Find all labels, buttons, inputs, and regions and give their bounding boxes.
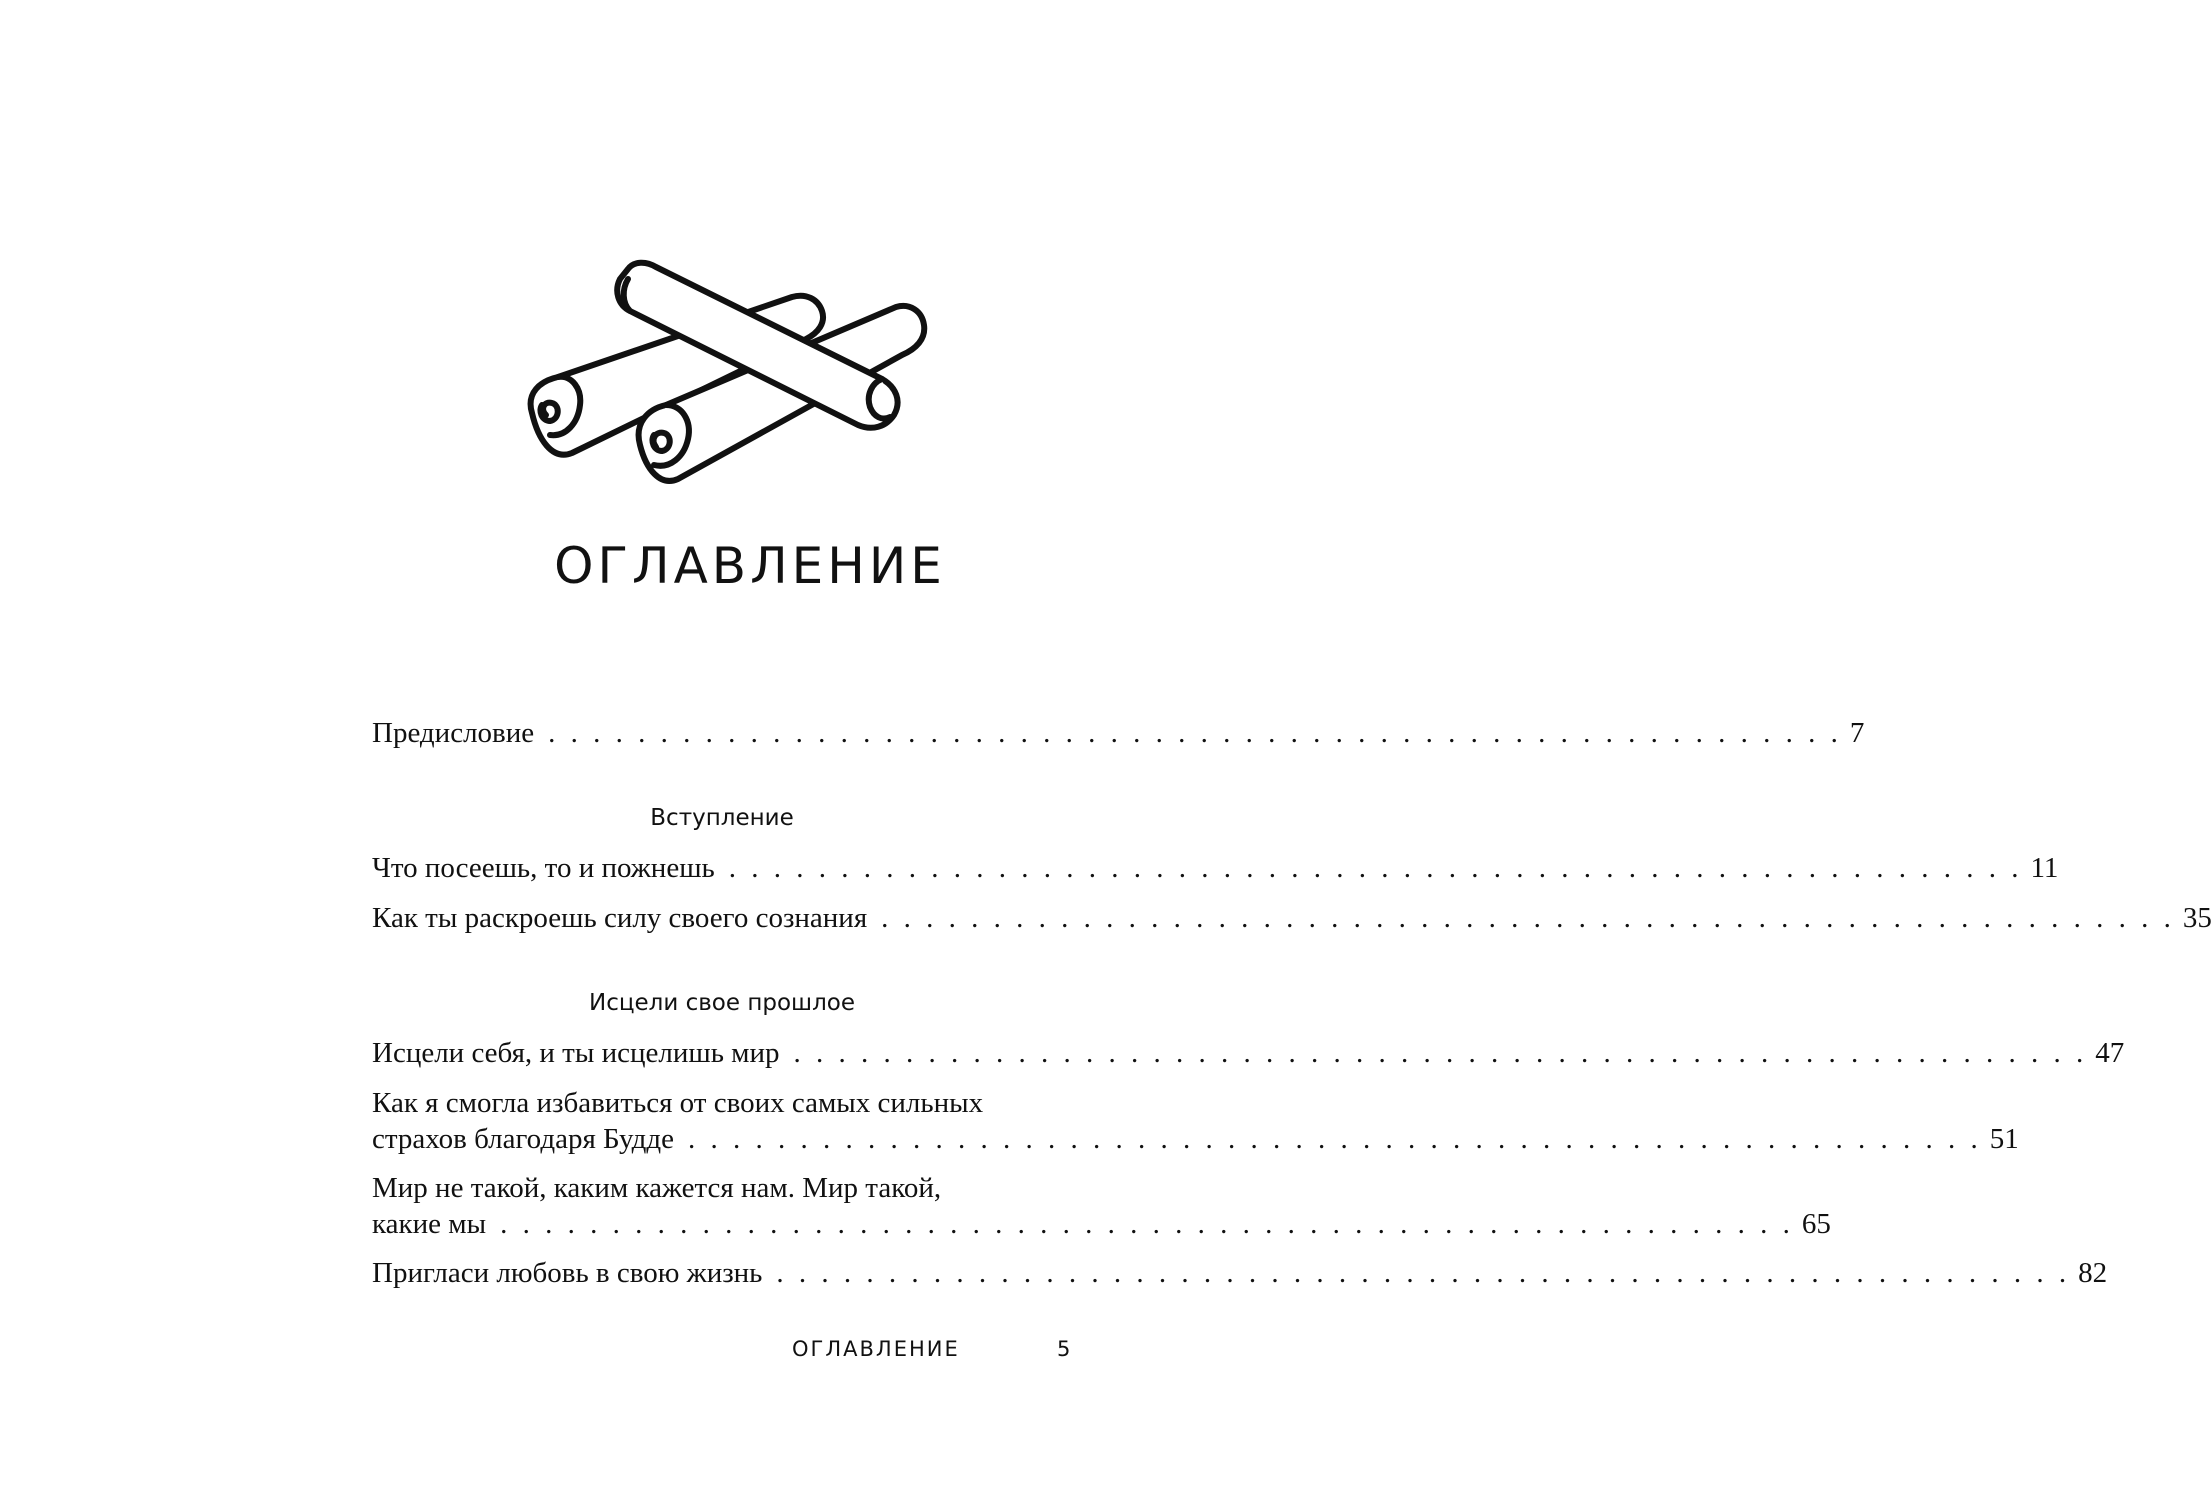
toc-entry-label: Что посеешь, то и пожнешь bbox=[372, 852, 715, 884]
toc-entry-label: Пригласи любовь в свою жизнь bbox=[372, 1257, 763, 1289]
toc-page-number: 82 bbox=[2078, 1257, 2108, 1289]
toc-entry[interactable] bbox=[372, 850, 2059, 886]
toc-entry[interactable] bbox=[372, 1255, 2108, 1291]
toc-page-number: 65 bbox=[1801, 1208, 1831, 1240]
dot-leader: . . . . . . . . . . . . . . . . . . . . . . . . . . . . . . . . . . . . . . . . . . . . . . . . . . . . . . . . . . bbox=[500, 1208, 1794, 1240]
toc-page-number: 47 bbox=[2095, 1037, 2125, 1069]
dot-leader: . . . . . . . . . . . . . . . . . . . . . . . . . . . . . . . . . . . . . . . . . . . . . . . . . . . . . . . . . . bbox=[728, 852, 2023, 884]
toc-entry-label: Предисловие bbox=[372, 717, 535, 749]
toc-entry-label: какие мы bbox=[372, 1208, 487, 1240]
cinnamon-sticks-icon bbox=[510, 255, 930, 485]
toc-page-number: 7 bbox=[1849, 717, 1865, 749]
section-heading: Исцели свое прошлое bbox=[588, 990, 856, 1016]
section-heading: Вступление bbox=[650, 805, 794, 831]
running-title: ОГЛАВЛЕНИЕ bbox=[792, 1337, 960, 1361]
toc-entry-label: страхов благодаря Будде bbox=[372, 1123, 675, 1155]
dot-leader: . . . . . . . . . . . . . . . . . . . . . . . . . . . . . . . . . . . . . . . . . . . . . . . . . . . . . . . . . . bbox=[881, 902, 2175, 934]
toc-entry[interactable] bbox=[372, 1085, 2019, 1157]
toc-entry-label: Как ты раскроешь силу своего сознания bbox=[372, 902, 868, 934]
dot-leader: . . . . . . . . . . . . . . . . . . . . . . . . . . . . . . . . . . . . . . . . . . . . . . . . . . . . . . . . . . bbox=[793, 1037, 2088, 1069]
toc-page-number: 11 bbox=[2030, 852, 2059, 884]
dot-leader: . . . . . . . . . . . . . . . . . . . . . . . . . . . . . . . . . . . . . . . . . . . . . . . . . . . . . . . . . . bbox=[548, 717, 1842, 749]
toc-entry[interactable] bbox=[372, 1035, 2125, 1071]
toc-entry-label-line1: Как я смогла избавиться от своих самых сильных bbox=[372, 1087, 984, 1119]
dot-leader: . . . . . . . . . . . . . . . . . . . . . . . . . . . . . . . . . . . . . . . . . . . . . . . . . . . . . . . . . . bbox=[688, 1123, 1982, 1155]
dot-leader: . . . . . . . . . . . . . . . . . . . . . . . . . . . . . . . . . . . . . . . . . . . . . . . . . . . . . . . . . . bbox=[776, 1257, 2071, 1289]
toc-entry-preface[interactable] bbox=[372, 715, 1865, 751]
toc-entry-label: Исцели себя, и ты исцелишь мир bbox=[372, 1037, 780, 1069]
toc-entry[interactable] bbox=[372, 1170, 1831, 1242]
toc-page-number: 51 bbox=[1989, 1123, 2019, 1155]
page-number: 5 bbox=[1057, 1337, 1071, 1361]
toc-entry[interactable] bbox=[372, 900, 2212, 936]
page-title: ОГЛАВЛЕНИЕ bbox=[554, 537, 946, 595]
toc-page-number: 35 bbox=[2182, 902, 2212, 934]
toc-entry-label-line1: Мир не такой, каким кажется нам. Мир такой, bbox=[372, 1172, 942, 1204]
